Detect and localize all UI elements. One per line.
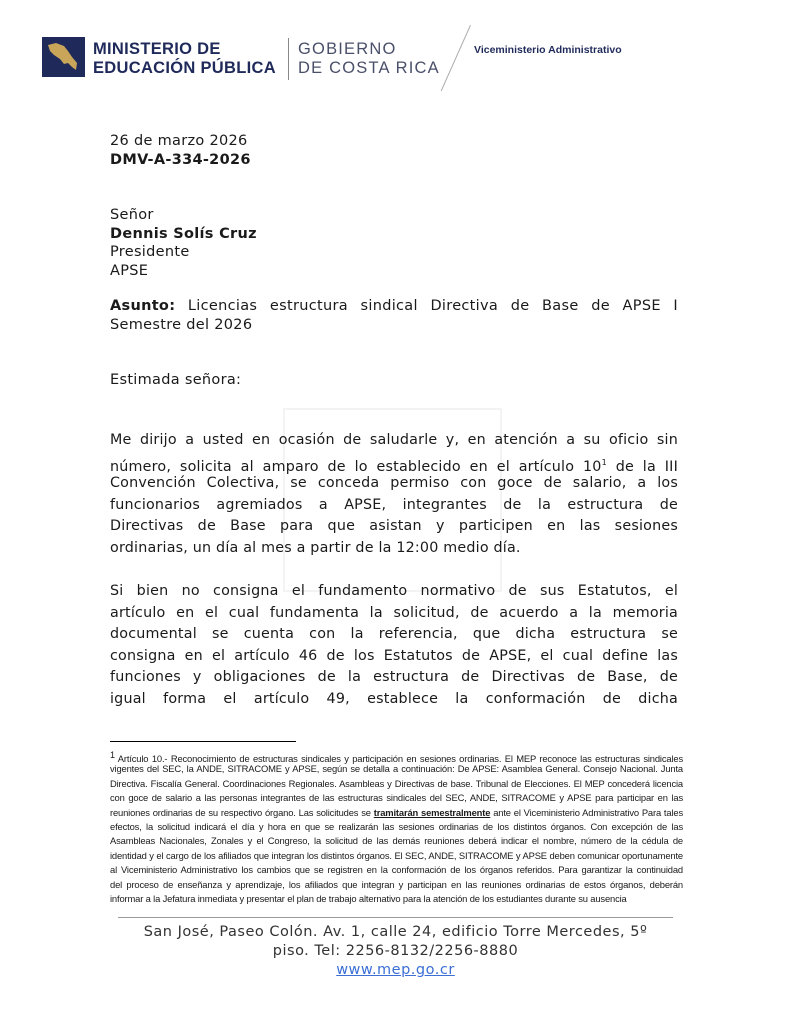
department: Viceministerio Administrativo	[474, 44, 622, 56]
subject-label: Asunto:	[110, 298, 176, 314]
text-line: número, solicita al amparo de lo establecido en el artículo $10^1$ de la III	[110, 457, 678, 475]
footnote-line: informar a la Jefatura inmediata y presentar el plan de trabajo alternativo para la atención de los estudiantes durante su ausencia	[110, 893, 627, 904]
ministry-line2: EDUCACIÓN PÚBLICA	[93, 59, 276, 77]
footnote-ref: 1	[601, 457, 607, 467]
subject-text: Licencias estructura sindical Directiva de Base de APSE I	[175, 298, 678, 314]
text-line: documental se cuenta con la referencia, que dicha estructura se	[110, 626, 678, 643]
footer-address-1: San José, Paseo Colón. Av. 1, calle 24, edificio Torre Mercedes, 5º	[143, 924, 648, 940]
website-link[interactable]: www.mep.go.cr	[336, 962, 455, 978]
footnote-line: identidad y el cargo de los afiliados que integran los distintos órganos. El SEC, ANDE, SITRACOME y APSE deben comunicar oportunamente	[110, 849, 683, 861]
recipient-name: Dennis Solís Cruz	[110, 226, 257, 242]
footnote-line: del proceso de enseñanza y aprendizaje, los afiliados que integran y participan en las reuniones ordinarias de estos órganos, deberán	[110, 878, 683, 890]
footnote-line: Directiva. Fiscalía General. Coordinaciones Regionales. Asambleas y Directivas de base. Tribunal de Elecciones. El MEP concederá licencia	[110, 777, 683, 789]
subject	[110, 297, 678, 315]
footer-address-2: piso. Tel: 2256-8132/2256-8880	[272, 943, 519, 959]
footnote-number: 1	[110, 750, 115, 760]
footnote-rule	[110, 741, 296, 742]
text-line: Si bien no consigna el fundamento normativo de sus Estatutos, el	[110, 583, 678, 599]
text-line: funcionarios agremiados a APSE, integrantes de la estructura de	[110, 496, 678, 513]
ministry-name	[93, 40, 276, 78]
footer-rule	[118, 917, 673, 918]
divider	[288, 38, 289, 80]
gov-line2: DE COSTA RICA	[298, 59, 440, 77]
emphasis: tramitarán semestralmente	[373, 806, 491, 818]
text-line: Directivas de Base para que asistan y participen en las sesiones	[110, 518, 678, 535]
text-line: consigna en el artículo 46 de los Estatutos de APSE, el cual define las	[110, 647, 678, 664]
gov-line1: GOBIERNO	[298, 40, 397, 58]
costa-rica-map-logo	[42, 37, 85, 77]
letter-date: 26 de marzo 2026	[110, 133, 248, 149]
text-line: igual forma el artículo 49, establece la conformación de dicha	[110, 691, 678, 707]
recipient-org: APSE	[110, 263, 149, 279]
footnote-line: Asambleas Nacionales, Zonales y el Congreso, la solicitud de las demás reuniones deberá indicar el nombre, número de la cédula de	[110, 835, 683, 847]
footnote-line: vigentes del SEC, la ANDE, SITRACOME y APSE, según se detalla a continuación: De APSE: Asamblea General. Consejo Nacional. Junta	[110, 763, 683, 775]
ministry-line1: MINISTERIO DE	[93, 40, 221, 58]
subject-line2: Semestre del 2026	[110, 317, 253, 333]
text-line: ordinarias, un día al mes a partir de la 12:00 medio día.	[110, 540, 521, 556]
footnote-line: $^1$ Artículo 10.- Reconocimiento de estructuras sindicales y participación en sesiones ordinarias. El MEP reconoce las estructuras sindicales	[110, 750, 683, 765]
slash-divider	[441, 25, 471, 91]
greeting: Estimada señora:	[110, 372, 242, 388]
government-name	[298, 40, 440, 78]
footnote-line: al Viceministerio Administrativo los cambios que se registren en la conformación de los órganos referidos. Para garantizar la continuidad	[110, 864, 683, 876]
footnote-line: reuniones ordinarias de su respectivo órgano. Las solicitudes se tramitarán semestralmente ante el Viceministerio Administrativo Para tales	[110, 806, 683, 818]
recipient-title: Señor	[110, 207, 154, 223]
text-line: artículo en el cual fundamenta la solicitud, de acuerdo a la memoria	[110, 604, 678, 621]
footnote-line: con goce de salario a las personas integrantes de las estructuras sindicales del SEC, ANDE, SITRACOME y APSE para participar en las	[110, 792, 683, 804]
recipient-role: Presidente	[110, 244, 190, 260]
text-line: Me dirijo a usted en ocasión de saludarle y, en atención a su oficio sin	[110, 432, 678, 448]
letter-reference: DMV-A-334-2026	[110, 152, 251, 168]
footnote-line: efectos, la solicitud indicará el día y hora en que se realizarán las sesiones ordinarias de los distintos órganos. Con excepción de las	[110, 821, 683, 832]
text-line: funciones y obligaciones de la estructura de Directivas de Base, de	[110, 669, 678, 686]
text-line: Convención Colectiva, se conceda permiso con goce de salario, a los	[110, 475, 678, 492]
